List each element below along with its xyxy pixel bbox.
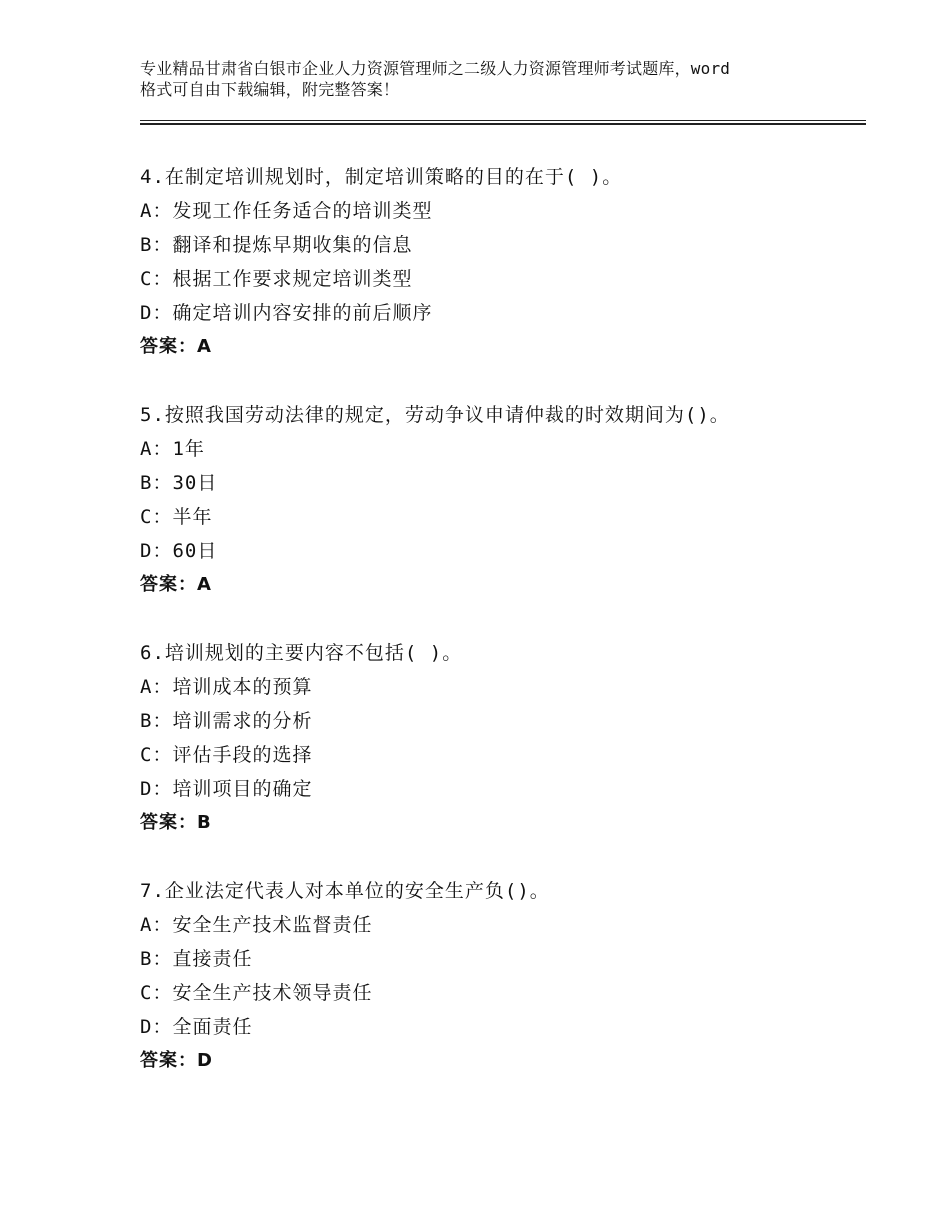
- question-5: [140, 398, 866, 602]
- option-b: B：翻译和提炼早期收集的信息: [140, 234, 413, 256]
- answer-label: 答案：A: [140, 336, 212, 357]
- question-7: [140, 874, 866, 1078]
- option-c: C：安全生产技术领导责任: [140, 982, 373, 1004]
- header-divider-thick: [140, 123, 866, 125]
- header-divider-thin: [140, 120, 866, 121]
- option-c: C：根据工作要求规定培训类型: [140, 268, 413, 290]
- option-c: C：半年: [140, 506, 213, 528]
- option-a: A：安全生产技术监督责任: [140, 914, 373, 936]
- question-stem: 7.企业法定代表人对本单位的安全生产负()。: [140, 880, 550, 902]
- answer-label: 答案：D: [140, 1050, 213, 1071]
- option-d: D：60日: [140, 540, 218, 562]
- option-d: D：培训项目的确定: [140, 778, 313, 800]
- option-a: A：1年: [140, 438, 205, 460]
- answer-label: 答案：B: [140, 812, 212, 833]
- option-c: C：评估手段的选择: [140, 744, 313, 766]
- question-stem: 4.在制定培训规划时，制定培训策略的目的在于( )。: [140, 166, 623, 188]
- question-list: [140, 160, 866, 1112]
- option-b: B：30日: [140, 472, 218, 494]
- answer-label: 答案：A: [140, 574, 212, 595]
- question-4: [140, 160, 866, 364]
- question-stem: 5.按照我国劳动法律的规定，劳动争议申请仲裁的时效期间为()。: [140, 404, 730, 426]
- option-d: D：确定培训内容安排的前后顺序: [140, 302, 433, 324]
- option-b: B：直接责任: [140, 948, 253, 970]
- header-title-line-1: 专业精品甘肃省白银市企业人力资源管理师之二级人力资源管理师考试题库，word: [140, 59, 731, 78]
- option-a: A：发现工作任务适合的培训类型: [140, 200, 433, 222]
- option-a: A：培训成本的预算: [140, 676, 313, 698]
- option-b: B：培训需求的分析: [140, 710, 313, 732]
- question-6: [140, 636, 866, 840]
- option-d: D：全面责任: [140, 1016, 253, 1038]
- question-stem: 6.培训规划的主要内容不包括( )。: [140, 642, 463, 664]
- header-title-line-2: 格式可自由下载编辑，附完整答案！: [140, 80, 400, 99]
- document-header: [140, 58, 830, 100]
